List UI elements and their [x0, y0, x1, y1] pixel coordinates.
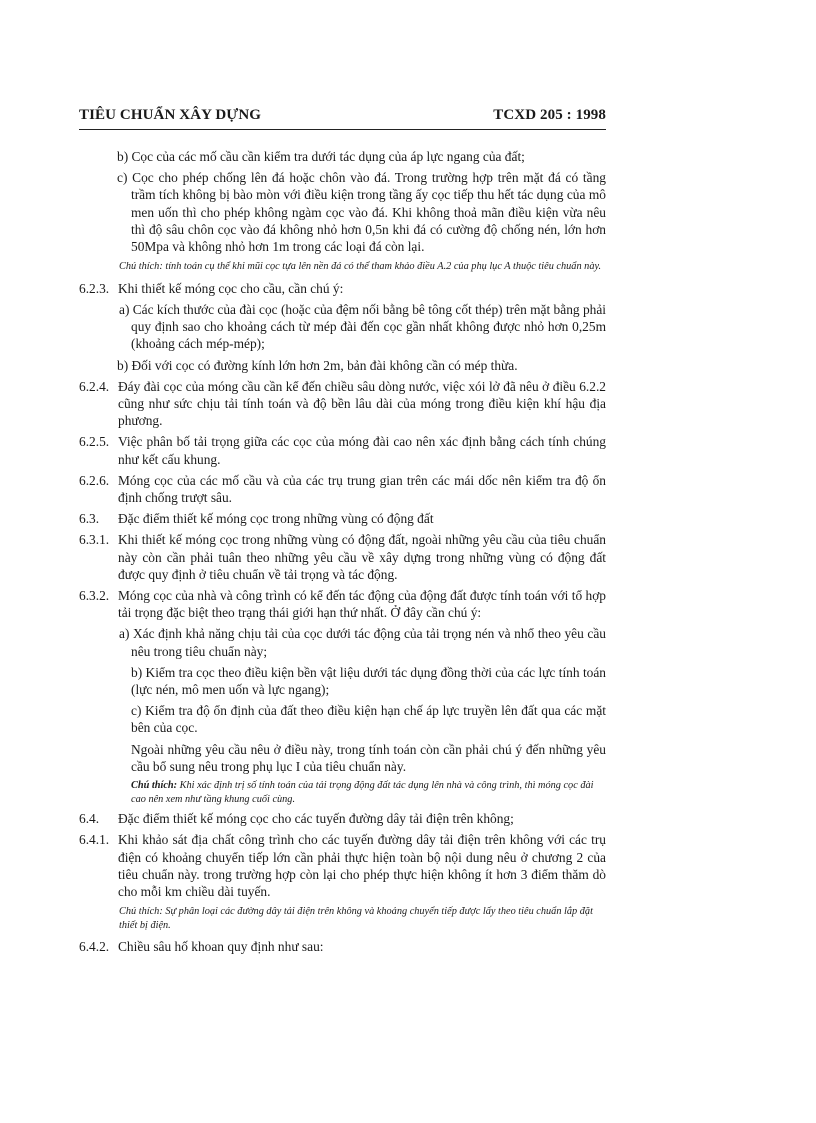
header-title: TIÊU CHUẨN XÂY DỰNG [79, 107, 262, 123]
item-6-2-3-b: b) Đối với cọc có đường kính lớn hơn 2m, bản đài không cần có mép thừa. [117, 357, 518, 373]
section-number: 6.2.3. [79, 280, 110, 296]
section-number: 6.2.6. [79, 472, 110, 488]
section-number: 6.2.5. [79, 434, 110, 450]
header-divider [79, 129, 606, 130]
section-6-2-3 [79, 280, 606, 297]
note-label: Chú thích: [131, 780, 178, 792]
note-power-lines: Chú thích: Sự phân loại các đường dây tải điện trên không và khoảng chuyển tiếp được lấy theo tiêu chuẩn lắp đặt thiết bị điện. [119, 906, 593, 931]
section-text: Đặc điểm thiết kế móng cọc trong những vùng có động đất [118, 511, 434, 527]
note-rock-bearing: Chú thích: tính toán cụ thể khi mũi cọc tựa lên nền đá có thể tham khảo điều A.2 của phụ lục A thuộc tiêu chuẩn này. [119, 261, 602, 273]
section-number: 6.3. [79, 511, 100, 527]
item-c-rock-piles: c) Cọc cho phép chống lên đá hoặc chôn vào đá. Trong trường hợp trên mặt đá có tầng trầm tích không bị bào mòn với điều kiện trong tầng ấy cọc tiếp thu hết tác dụng của mô men uốn thì cho phép không ngàm cọc vào đá. Khi không thoả mãn điều kiện vừa nêu thì độ sâu chôn cọc vào đá không nhỏ hơn 0,5n khi đá có cường độ chống nén, lớn hơn 50Mpa và không nhỏ hơn 1m trong các loại đá còn lại. [117, 170, 606, 255]
section-text: Việc phân bố tải trọng giữa các cọc của móng đài cao nên xác định bằng cách tính chúng như kết cấu khung. [118, 434, 606, 467]
section-number: 6.2.4. [79, 378, 110, 394]
section-text: Khi thiết kế móng cọc trong những vùng có động đất, ngoài những yêu cầu của tiêu chuẩn này còn cần phải tuân theo những yêu cầu về xây dựng trong những vùng có động đất được quy định ở tiêu chuẩn về tải trọng và tác động. [118, 532, 606, 582]
section-number: 6.4.2. [79, 939, 110, 955]
note-text: Khi xác định trị số tính toán của tải trọng động đất tác dụng lên nhà và công trình, thì móng cọc đài cao nên xem như tầng khung cuối cùng. [131, 780, 594, 805]
section-6-2-4 [79, 378, 606, 430]
section-6-4-2 [79, 938, 606, 955]
section-text: Đặc điểm thiết kế móng cọc cho các tuyến đường dây tải điện trên không; [118, 811, 514, 827]
section-number: 6.3.2. [79, 588, 110, 604]
item-b-lateral-pressure: b) Cọc của các mố cầu cần kiểm tra dưới tác dụng của áp lực ngang của đất; [117, 149, 525, 164]
section-number: 6.3.1. [79, 532, 110, 548]
section-6-2-5 [79, 433, 606, 467]
header-standard-code: TCXD 205 : 1998 [493, 107, 606, 123]
item-6-2-3-a: a) Các kích thước của đài cọc (hoặc của đệm nối bằng bê tông cốt thép) trên mặt bằng phải quy định sao cho khoảng cách từ mép đài đến cọc gần nhất không được nhỏ hơn 0,25m (khoảng cách mép-mép); [119, 302, 606, 352]
paragraph-6-3-2-extra: Ngoài những yêu cầu nêu ở điều này, trong tính toán còn cần phải chú ý đến những yêu cầu bổ sung nêu trong phụ lục I của tiêu chuẩn này. [131, 741, 606, 774]
section-6-4-1 [79, 831, 606, 900]
section-6-3-2 [79, 587, 606, 621]
section-text: Khi thiết kế móng cọc cho cầu, cần chú ý: [118, 280, 344, 296]
section-number: 6.4. [79, 811, 100, 827]
note-seismic [79, 779, 606, 806]
section-6-3 [79, 510, 606, 527]
page-content [79, 148, 606, 956]
section-6-3-1 [79, 531, 606, 583]
section-text: Đáy đài cọc của móng cầu cần kể đến chiều sâu dòng nước, việc xói lở đã nêu ở điều 6.2.2 cũng như sức chịu tải tính toán và độ bền lâu dài của móng trong điều kiện khí hậu địa phương. [118, 378, 606, 429]
item-6-3-2-b: b) Kiểm tra cọc theo điều kiện bền vật liệu dưới tác dụng đồng thời của các lực tính toán (lực nén, mô men uốn và lực ngang); [131, 664, 606, 698]
section-text: Chiều sâu hố khoan quy định như sau: [118, 939, 324, 955]
section-number: 6.4.1. [79, 832, 110, 848]
section-6-2-6 [79, 472, 606, 506]
section-text: Móng cọc của nhà và công trình có kể đến tác động của động đất được tính toán với tổ hợp tải trọng đặc biệt theo trạng thái giới hạn thứ nhất. Ở đây cần chú ý: [118, 588, 606, 621]
section-text: Khi khảo sát địa chất công trình cho các tuyến đường dây tải điện trên không với các trụ điện có khoảng chuyển tiếp lớn cần phải thực hiện toàn bộ nội dung nêu ở chương 2 của tiêu chuẩn này. trong trường hợp còn lại cho phép thực hiện không ít hơn 3 điểm thăm dò cho mỗi km chiều dài tuyến. [118, 832, 606, 900]
item-6-3-2-c: c) Kiểm tra độ ổn định của đất theo điều kiện hạn chế áp lực truyền lên đất qua các mặt bên của cọc. [131, 703, 606, 736]
page-header [79, 107, 606, 124]
item-6-3-2-a: a) Xác định khả năng chịu tải của cọc dưới tác động của tải trọng nén và nhổ theo yêu cầu nêu trong tiêu chuẩn này; [119, 626, 606, 659]
section-text: Móng cọc của các mố cầu và của các trụ trung gian trên các mái dốc nên kiểm tra độ ổn định chống trượt sâu. [118, 472, 606, 506]
section-6-4 [79, 810, 606, 827]
